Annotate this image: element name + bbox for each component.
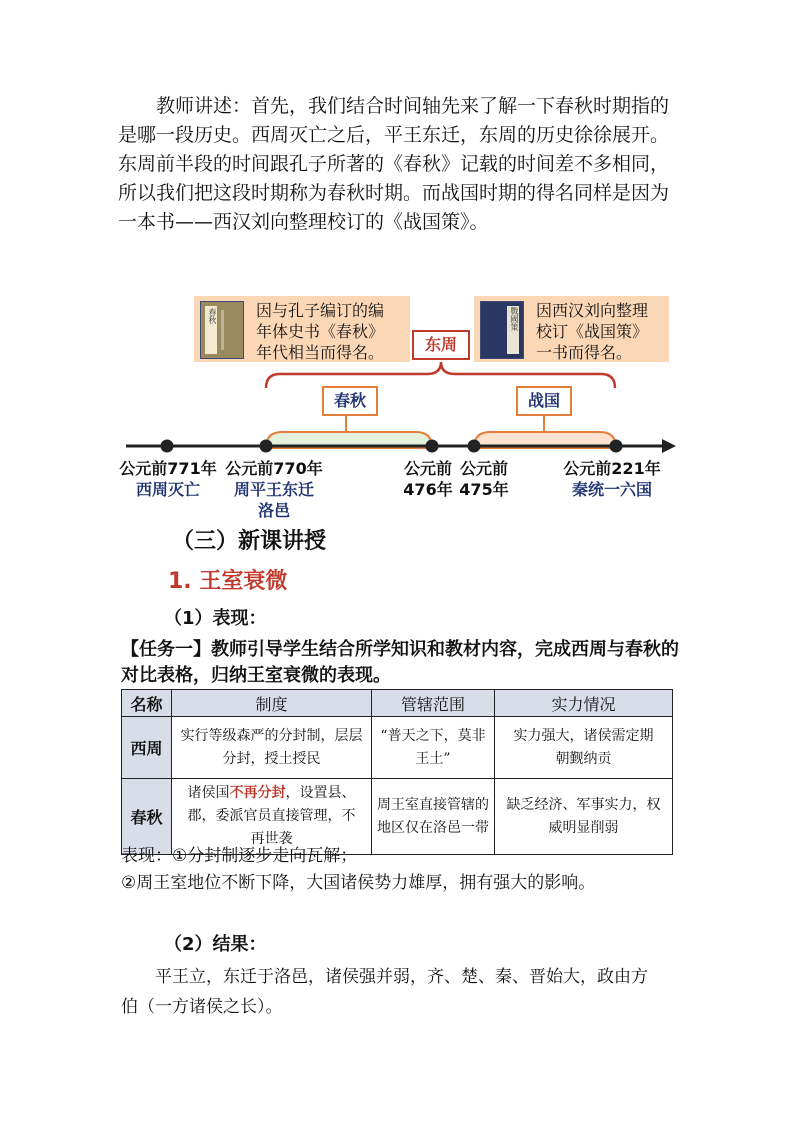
section-heading: （三）新课讲授: [172, 529, 327, 554]
point-770: [260, 440, 273, 453]
task-paragraph: 【任务一】教师引导学生结合所学知识和教材内容，完成西周与春秋的对比表格，归纳王室衰微的表现。: [121, 639, 679, 686]
subsection-title: 1. 王室衰微: [168, 569, 288, 594]
point-475: [468, 440, 481, 453]
date-475: [456, 458, 512, 500]
point-771: [161, 440, 174, 453]
intro-paragraph: 教师讲述：首先，我们结合时间轴先来了解一下春秋时期指的是哪一段历史。西周灭亡之后，平王东迁，东周的历史徐徐展开。东周前半段的时间跟孔子所著的《春秋》记载的时间差不多相同，所以我们把这段时期称为春秋时期。而战国时期的得名同样是因为一本书——西汉刘向整理校订的《战国策》。: [118, 95, 670, 233]
date-text: 公元前221年: [563, 459, 661, 478]
power-cell: 实力强大，诸侯需定期朝觐纳贡: [495, 717, 673, 779]
row-name: 西周: [122, 717, 172, 779]
date-771: [118, 458, 218, 500]
book-title: 春秋: [208, 308, 217, 324]
spring-autumn-label: 春秋: [322, 386, 378, 416]
range-cell: 周王室直接管辖的地区仅在洛邑一带: [372, 779, 495, 855]
eastern-zhou-label: 东周: [412, 330, 470, 360]
date-text: 475年: [459, 480, 509, 499]
highlight-text: 不再分封: [229, 785, 286, 801]
note-line: 年体史书《春秋》: [256, 322, 385, 341]
date-476: [400, 458, 456, 500]
timeline-figure: [0, 290, 794, 520]
manifestation-line: 表现：①分封制逐步走向瓦解；: [121, 846, 358, 866]
header-cell: 名称: [122, 690, 172, 717]
manifestation-block: [121, 843, 677, 897]
date-text: 476年: [403, 480, 453, 499]
date-text: 公元前: [459, 459, 508, 478]
note-line: 因与孔子编订的编: [256, 301, 385, 320]
point-221: [610, 440, 623, 453]
book-title: 戰國策: [510, 307, 519, 331]
table-header-row: [122, 690, 673, 717]
eastern-zhou-brace: [266, 362, 615, 388]
system-cell: 实行等级森严的分封制，层层分封，授土授民: [172, 717, 372, 779]
row-name: 春秋: [122, 779, 172, 855]
note-line: 一书而得名。: [536, 343, 633, 362]
note-line: 因西汉刘向整理: [536, 301, 649, 320]
power-cell: 缺乏经济、军事实力，权威明显削弱: [495, 779, 673, 855]
result-paragraph: 平王立，东迁于洛邑，诸侯强并弱，齐、楚、秦、晋始大，政由方伯（一方诸侯之长）。: [121, 967, 648, 1017]
subheading-manifestation: （1）表现：: [164, 608, 267, 629]
point-476: [426, 440, 439, 453]
comparison-table: [121, 689, 673, 855]
date-221: [560, 458, 664, 500]
header-cell: 实力情况: [495, 690, 673, 717]
table-row: [122, 717, 673, 779]
range-cell: “普天之下，莫非王土”: [372, 717, 495, 779]
event-text: 秦统一六国: [571, 480, 652, 499]
note-line: 年代相当而得名。: [256, 343, 385, 362]
axis-arrow: [662, 439, 676, 453]
note-line: 校订《战国策》: [536, 322, 649, 341]
date-770: [222, 458, 326, 521]
warring-states-label: 战国: [516, 386, 572, 416]
subheading-result: （2）结果：: [164, 934, 267, 955]
event-text: 周平王东迁: [233, 480, 314, 499]
header-cell: 管辖范围: [372, 690, 495, 717]
date-text: 公元前: [403, 459, 452, 478]
date-text: 公元前771年: [119, 459, 217, 478]
event-text: 西周灭亡: [135, 480, 200, 499]
event-text: 洛邑: [257, 501, 290, 520]
system-text: 诸侯国: [187, 785, 230, 801]
date-text: 公元前770年: [225, 459, 323, 478]
header-cell: 制度: [172, 690, 372, 717]
system-text: ，设置县、郡，委派官员直接管理，不再世袭: [187, 785, 356, 847]
manifestation-line: ②周王室地位不断下降，大国诸侯势力雄厚，拥有强大的影响。: [121, 873, 596, 893]
